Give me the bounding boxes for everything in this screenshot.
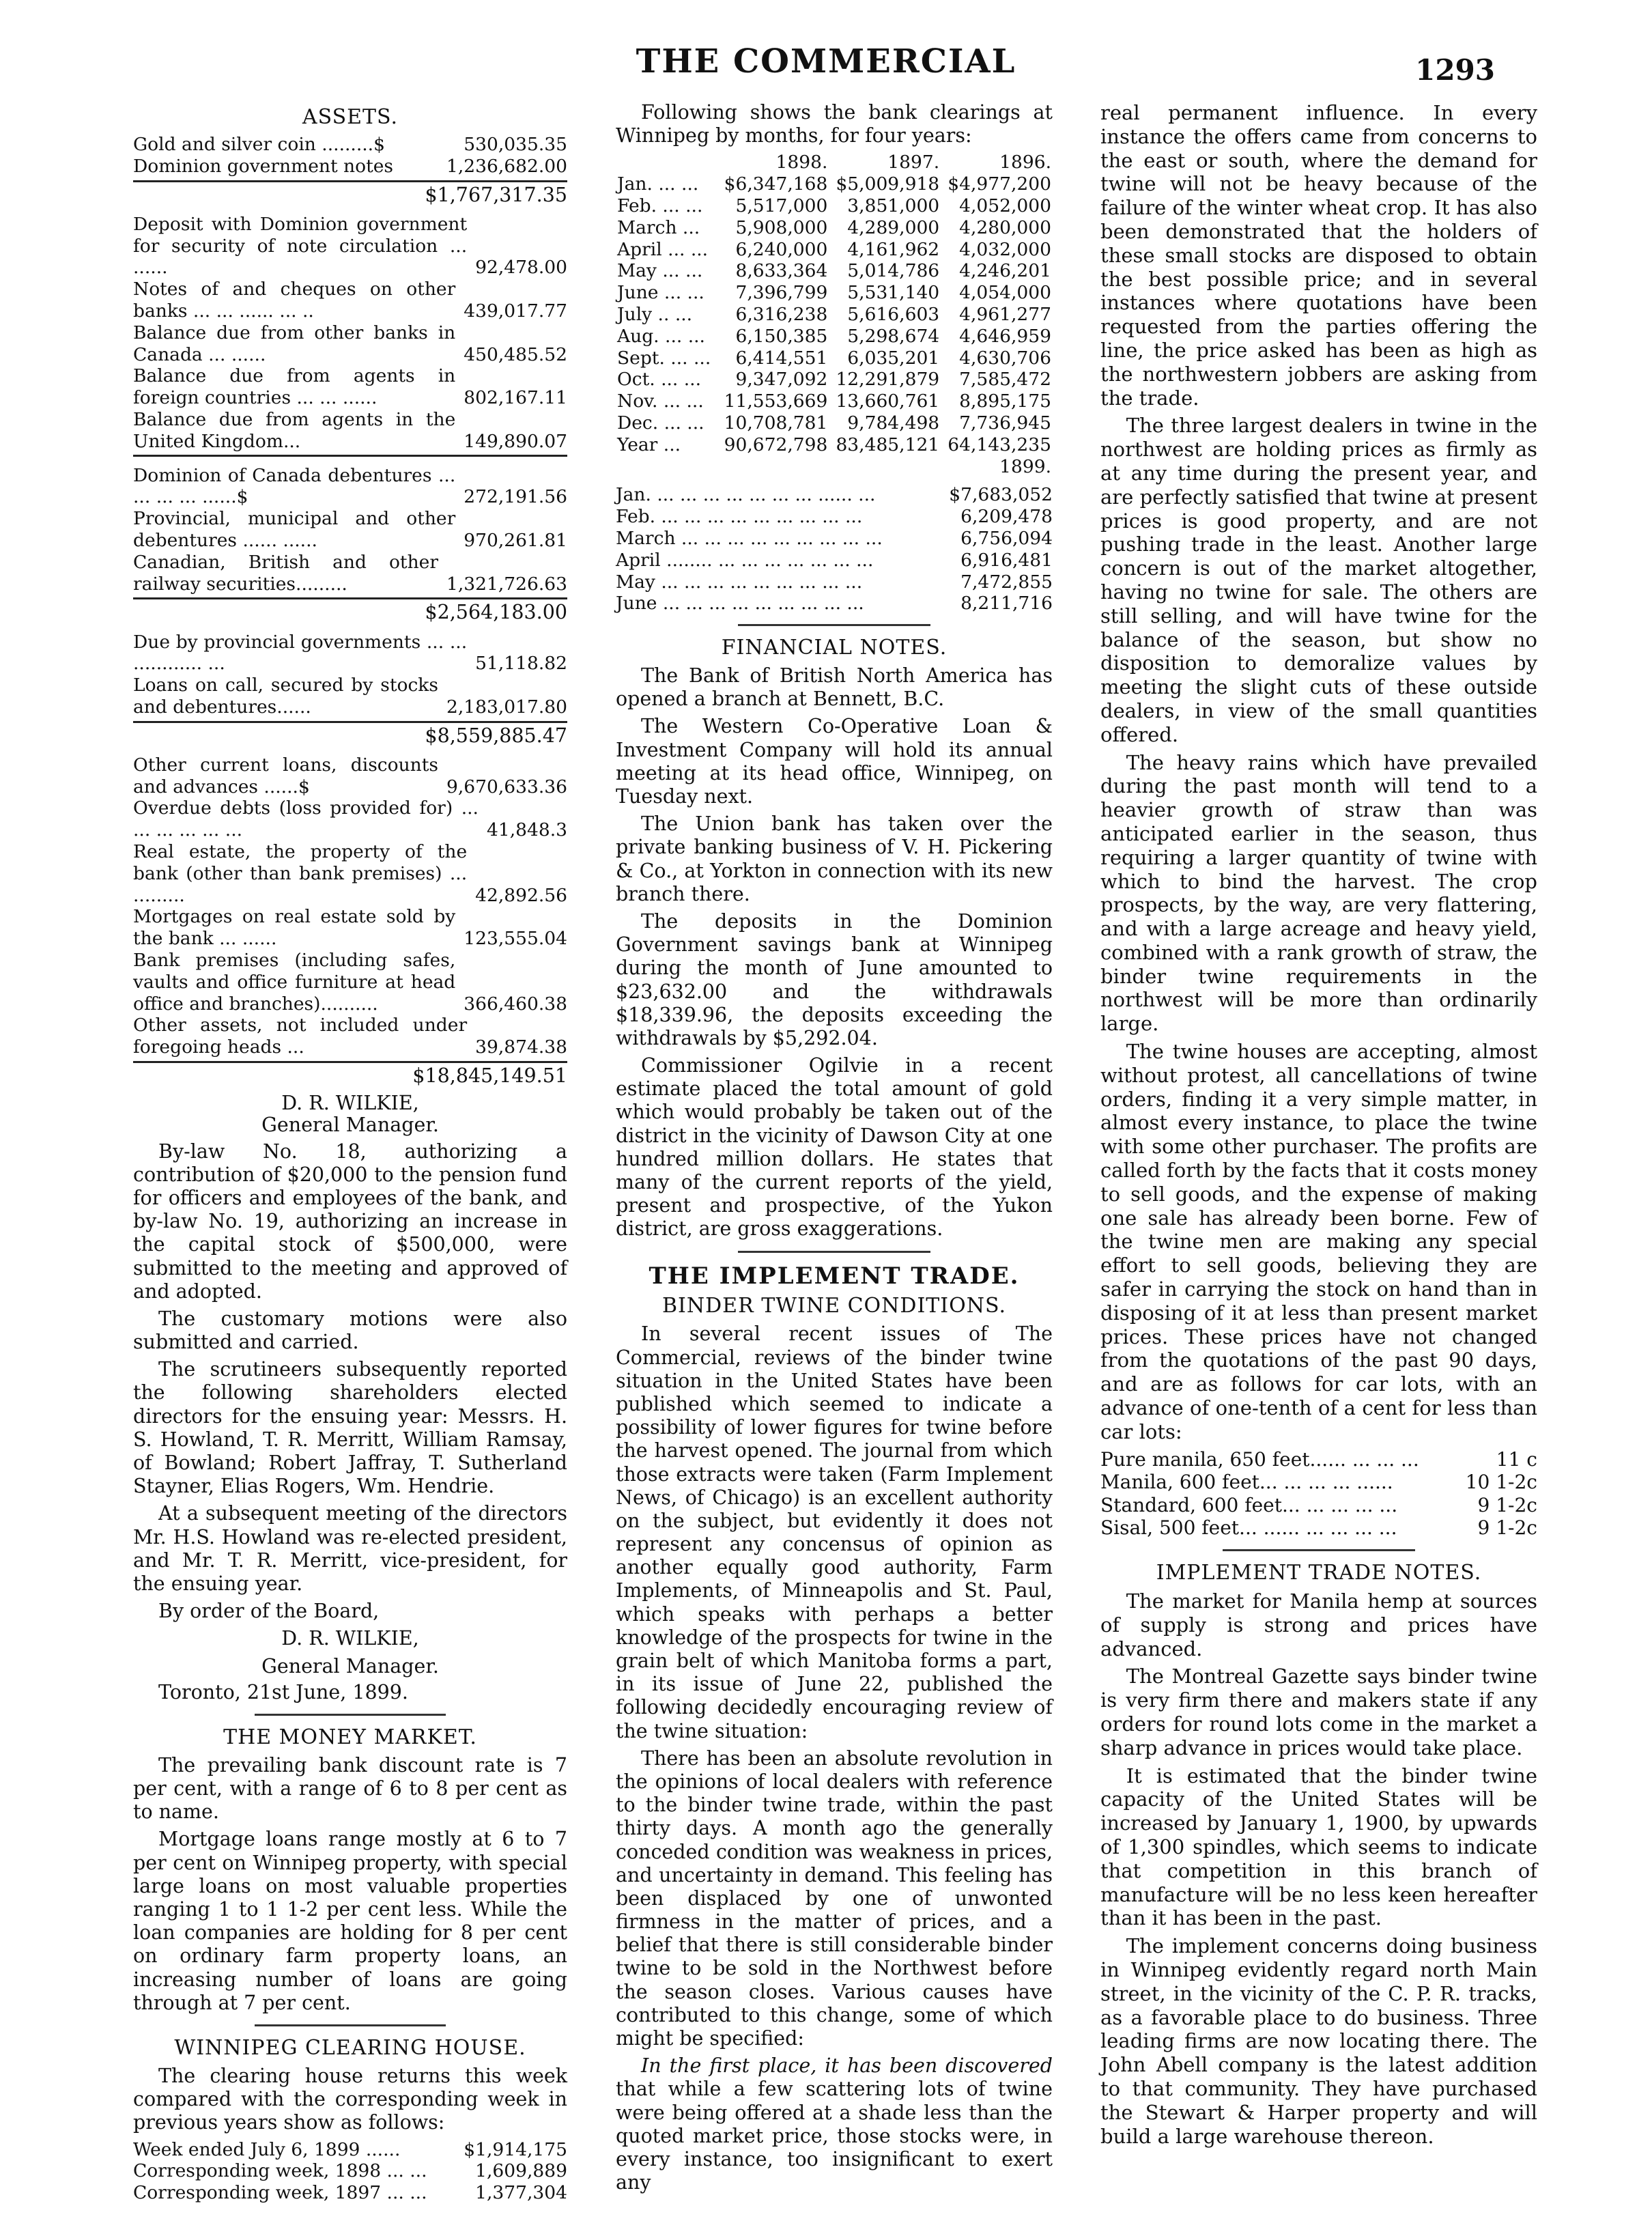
paragraph: The Western Co-Operative Loan & Investment Company will hold its annual meeting at its head office, Winnipeg, on Tuesday next.	[616, 715, 1053, 808]
price-line: Sisal, 500 feet... ...... ... ... ... ... 9 1-2c	[1100, 1516, 1537, 1540]
asset-line: Other assets, not included under foregoing heads ... 39,874.38	[133, 1015, 567, 1058]
paragraph: It is estimated that the binder twine capacity of the United States will be increased by January 1, 1900, by upwards of 1,300 spindles, which seems to indicate that competition in this branch of manufacture will be no less keen hereafter than it has been in the past.	[1100, 1764, 1537, 1930]
clearing-1899-line: Feb. ... ... ... ... ... ... ... ... ... 6,209,478	[616, 506, 1053, 528]
paragraph: The twine houses are accepting, almost without protest, all cancellations of twine orders, finding it a very simple matter, in almost every instance, to place the twine with some other purchaser. The profits are called forth by the facts that it costs money to sell goods, and the expense of making one sale has already been borne. Few of the twine men are making any special effort to sell goods, believing they are safer in carrying the stock on hand than in disposing of it at less than present market prices. These prices have not changed from the quotations of the past 90 days, and are as follows for car lots, with an advance of one-tenth of a cent for less than car lots:	[1100, 1040, 1537, 1443]
signature-name: D. R. WILKIE,	[281, 1092, 419, 1115]
assets-subtotal: $1,767,317.35	[133, 180, 567, 207]
price-line: Standard, 600 feet... ... ... ... ... 9 1-2c	[1100, 1493, 1537, 1516]
signature-name: D. R. WILKIE,	[281, 1627, 419, 1650]
section-divider	[738, 1251, 930, 1253]
assets-grand-total: $18,845,149.51	[133, 1061, 567, 1088]
paragraph: Commissioner Ogilvie in a recent estimate placed the total amount of gold which would probably be taken out of the district in the vicinity of Dawson City at one hundred million dollars. He states that many of the current reports of the yield, present and prospective, of the Yukon district, are gross exaggerations.	[616, 1054, 1053, 1241]
paragraph: The market for Manila hemp at sources of supply is strong and prices have advanced.	[1100, 1589, 1537, 1660]
paragraph: The Bank of British North America has opened a branch at Bennett, B.C.	[616, 664, 1053, 711]
paragraph: real permanent influence. In every instance the offers came from concerns to the east or south, where the demand for twine will not be heavy because of the failure of the winter wheat crop. It has also been demonstrated that the holders of these small stocks are disposed to obtain the best possible price; and in several instances where quotations have been requested from the parties offering the line, the price asked has been as high as the northwestern jobbers are asking from the trade.	[1100, 101, 1537, 410]
asset-line: Deposit with Dominion government for security of note circulation ... ...... 92,478.00	[133, 213, 567, 279]
binder-twine-subheading: BINDER TWINE CONDITIONS.	[661, 1294, 1007, 1318]
paragraph: The scrutineers subsequently reported the following shareholders elected directors for the ensuing year: Messrs. H. S. Howland, T. R. Merritt, William Ramsay, of Bowland; Robert Jaffray, T. Sutherland Stayner, Elias Rogers, Wm. Hendrie.	[133, 1358, 567, 1498]
italic-lead: In the first place, it has been discovered	[641, 2054, 1053, 2078]
table-row: Dec. ... ... 10,708,781 9,784,498 7,736,945	[617, 412, 1051, 434]
twine-price-list	[1100, 1448, 1537, 1540]
table-row: Jan. ... ... $6,347,168 $5,009,918 $4,977,200	[617, 173, 1051, 195]
assets-subtotal: $2,564,183.00	[133, 597, 567, 624]
column-header: 1898.	[775, 152, 828, 173]
implement-trade-heading: THE IMPLEMENT TRADE.	[649, 1262, 1020, 1290]
place-date: Toronto, 21st June, 1899.	[158, 1680, 408, 1703]
paragraph: Mortgage loans range mostly at 6 to 7 per cent on Winnipeg property, with special large loans on most valuable properties ranging 1 to 1 1-2 per cent less. While the loan companies are holding for 8 per cent on ordinary farm property loans, an increasing number of loans are going through at 7 per cent.	[133, 1828, 567, 2014]
paragraph: There has been an absolute revolution in the opinions of local dealers with reference to the binder twine trade, within the past thirty days. A month ago the generally conceded condition was weakness in prices, and uncertainty in demand. This feeling has been displaced by one of unwonted firmness in the matter of prices, and a belief that there is still considerable binder twine to be sold in the Northwest before the season closes. Various causes have contributed to this change, some of which might be specified:	[616, 1746, 1053, 2050]
table-row: Sept. ... ... 6,414,551 6,035,201 4,630,706	[617, 347, 1051, 369]
column-header: 1897.	[887, 152, 940, 173]
asset-line: Due by provincial governments ... ... ............ ... 51,118.82	[133, 631, 567, 675]
paragraph: By-law No. 18, authorizing a contribution of $20,000 to the pension fund for officers and employees of the bank, and by-law No. 19, authorizing an increase in the capital stock of $500,000, were submitted to the meeting and approved of and adopted.	[133, 1140, 567, 1303]
table-row: Feb. ... ... 5,517,000 3,851,000 4,052,000	[617, 195, 1051, 216]
paragraph: The three largest dealers in twine in the northwest are holding prices as firmly as at any time during the present year, and are perfectly satisfied that twine at present prices is good property, and are not pushing trade in the least. Another large concern is out of the market altogether, having no twine for sale. The others are still selling, and will have twine for the balance of the season, but show no disposition to demoralize values by meeting the slight cuts of these outside dealers, in view of the small quantities offered.	[1100, 414, 1537, 746]
asset-line: Bank premises (including safes, vaults and office furniture at head office and branches).......... 366,460.38	[133, 950, 567, 1015]
paragraph: The deposits in the Dominion Government savings bank at Winnipeg during the month of June amounted to $23,632.00 and the withdrawals $18,339.96, the deposits exceeding the withdrawals by $5,292.04.	[616, 909, 1053, 1049]
asset-line: Provincial, municipal and other debentures ...... ...... 970,261.81	[133, 508, 567, 551]
clearing-1899-line: April ........ ... ... ... ... ... ... ... 6,916,481	[616, 549, 1053, 571]
paragraph: Following shows the bank clearings at Winnipeg by months, for four years:	[616, 101, 1053, 147]
column-2	[616, 101, 1053, 2198]
financial-notes-heading: FINANCIAL NOTES.	[721, 636, 948, 660]
column-3	[1100, 101, 1537, 2152]
paragraph: At a subsequent meeting of the directors Mr. H.S. Howland was re-elected president, and Mr. T. R. Merritt, vice-president, for the ensuing year.	[133, 1502, 567, 1595]
clearing-line: Corresponding week, 1897 ... ... 1,377,304	[133, 2182, 567, 2204]
asset-line: Canadian, British and other railway securities......... 1,321,726.63	[133, 551, 567, 595]
clearing-line: Corresponding week, 1898 ... ... 1,609,889	[133, 2160, 567, 2182]
asset-line: Gold and silver coin .........$ 530,035.35	[133, 134, 567, 155]
clearing-1899-line: Jan. ... ... ... ... ... ... ... ...... ... $7,683,052	[616, 484, 1053, 506]
column-header: 1896.	[999, 152, 1051, 173]
assets-subtotal: $8,559,885.47	[133, 721, 567, 748]
table-row: Aug. ... ... 6,150,385 5,298,674 4,646,959	[617, 325, 1051, 347]
table-row: Year ... 90,672,798 83,485,121 64,143,235	[617, 434, 1051, 455]
table-row: Nov. ... ... 11,553,669 13,660,761 8,895,175	[617, 391, 1051, 412]
table-row: July .. ... 6,316,238 5,616,603 4,961,277	[617, 303, 1051, 325]
table-header-row	[616, 456, 1053, 478]
column-1	[133, 101, 567, 2204]
paragraph: The clearing house returns this week compared with the corresponding week in previous years show as follows:	[133, 2064, 567, 2134]
clearing-line: Week ended July 6, 1899 ...... $1,914,175	[133, 2138, 567, 2160]
paragraph: The implement concerns doing business in Winnipeg evidently regard north Main street, in the vicinity of the C. P. R. tracks, as a favorable place to do business. Three leading firms are now locating there. The John Abell company is the latest addition to that community. They have purchased the Stewart & Harper property and will build a large warehouse thereon.	[1100, 1934, 1537, 2148]
section-divider	[255, 2024, 446, 2026]
asset-line: Real estate, the property of the bank (other than bank premises) ... ......... 42,892.56	[133, 841, 567, 906]
signature-title: General Manager.	[261, 1114, 439, 1137]
asset-line: Dominion government notes 1,236,682.00	[133, 155, 567, 177]
table-row: May ... ... 8,633,364 5,014,786 4,246,201	[617, 260, 1051, 282]
asset-line: Notes of and cheques on other banks ... ... ...... ... .. 439,017.77	[133, 279, 567, 322]
assets-heading: ASSETS.	[302, 105, 399, 129]
paragraph: The customary motions were also submitted and carried.	[133, 1307, 567, 1354]
implement-notes-heading: IMPLEMENT TRADE NOTES.	[1156, 1561, 1482, 1585]
paragraph: The Union bank has taken over the private banking business of V. H. Pickering & Co., at Yorkton in connection with its new branch there.	[616, 812, 1053, 905]
asset-line: Balance due from other banks in Canada ... ...... 450,485.52	[133, 322, 567, 365]
paragraph: The prevailing bank discount rate is 7 per cent, with a range of 6 to 8 per cent as to name.	[133, 1753, 567, 1824]
paragraph: In several recent issues of The Commercial, reviews of the binder twine situation in the United States have been published which seemed to indicate a possibility of lower figures for twine before the harvest opened. The journal from which those extracts were taken (Farm Implement News, of Chicago) is an excellent authority on the subject, but evidently it does not represent any concensus of opinion as another equally good authority, Farm Implements, of Minneapolis and St. Paul, which speaks with perhaps a better knowledge of the prospects for twine in the grain belt of which Manitoba forms a part, in its issue of June 22, published the following decidedly encouraging review of the twine situation:	[616, 1322, 1053, 1742]
section-divider	[738, 624, 930, 626]
paragraph	[616, 2054, 1053, 2194]
table-row: April ... ... 6,240,000 4,161,962 4,032,000	[617, 238, 1051, 260]
table-header-row	[616, 152, 1053, 173]
asset-line: Other current loans, discounts and advances ......$ 9,670,633.36	[133, 754, 567, 797]
clearing-1899-line: June ... ... ... ... ... ... ... ... ... 8,211,716	[616, 593, 1053, 614]
paragraph-text: that while a few scattering lots of twine were being offered at a shade less than the quoted market price, those stocks were, in every instance, too insignificant to exert any	[616, 2078, 1053, 2194]
clearing-house-heading: WINNIPEG CLEARING HOUSE.	[174, 2035, 526, 2060]
table-row: June ... ... 7,396,799 5,531,140 4,054,000	[617, 282, 1051, 304]
clearing-1899-line: May ... ... ... ... ... ... ... ... ... 7,472,855	[616, 571, 1053, 593]
asset-line: Overdue debts (loss provided for) ... ... ... ... ... ... 41,848.3	[133, 797, 567, 841]
paragraph: The Montreal Gazette says binder twine is very firm there and makers state if any orders for round lots come in the market a sharp advance in prices would take place.	[1100, 1665, 1537, 1759]
asset-line: Mortgages on real estate sold by the bank ... ...... 123,555.04	[133, 906, 567, 950]
price-line: Pure manila, 650 feet...... ... ... ... 11 c	[1100, 1447, 1537, 1471]
asset-line: Balance due from agents in foreign countries ... ... ...... 802,167.11	[133, 365, 567, 409]
price-line: Manila, 600 feet... ... ... ... ...... 10 1-2c	[1100, 1471, 1537, 1494]
asset-line: Loans on call, secured by stocks and debentures...... 2,183,017.80	[133, 675, 567, 718]
section-divider	[255, 1714, 446, 1716]
paragraph: The heavy rains which have prevailed during the past month will tend to a heavier growth of straw than was anticipated earlier in the season, thus requiring a larger quantity of twine with which to bind the harvest. The crop prospects, by the way, are very flattering, and with a large acreage and heavy yield, combined with a rank growth of straw, the binder twine requirements in the northwest will be more than ordinarily large.	[1100, 750, 1537, 1036]
order-line: By order of the Board,	[158, 1600, 380, 1623]
signature-title: General Manager.	[261, 1654, 439, 1678]
page-number: 1293	[1415, 53, 1495, 87]
asset-line: Balance due from agents in the United Kingdom... 149,890.07	[133, 409, 567, 457]
page-header-title: THE COMMERCIAL	[636, 42, 1016, 81]
table-row: Oct. ... ... 9,347,092 12,291,879 7,585,472	[617, 369, 1051, 391]
money-market-heading: THE MONEY MARKET.	[223, 1725, 477, 1749]
column-header: 1899.	[999, 455, 1051, 477]
table-row: March ... 5,908,000 4,289,000 4,280,000	[617, 216, 1051, 238]
clearings-table	[616, 152, 1053, 477]
clearing-1899-line: March ... ... ... ... ... ... ... ... ... 6,756,094	[616, 527, 1053, 549]
section-divider	[1223, 1549, 1415, 1551]
asset-line: Dominion of Canada debentures ... ... ... ... ......$ 272,191.56	[133, 464, 567, 508]
